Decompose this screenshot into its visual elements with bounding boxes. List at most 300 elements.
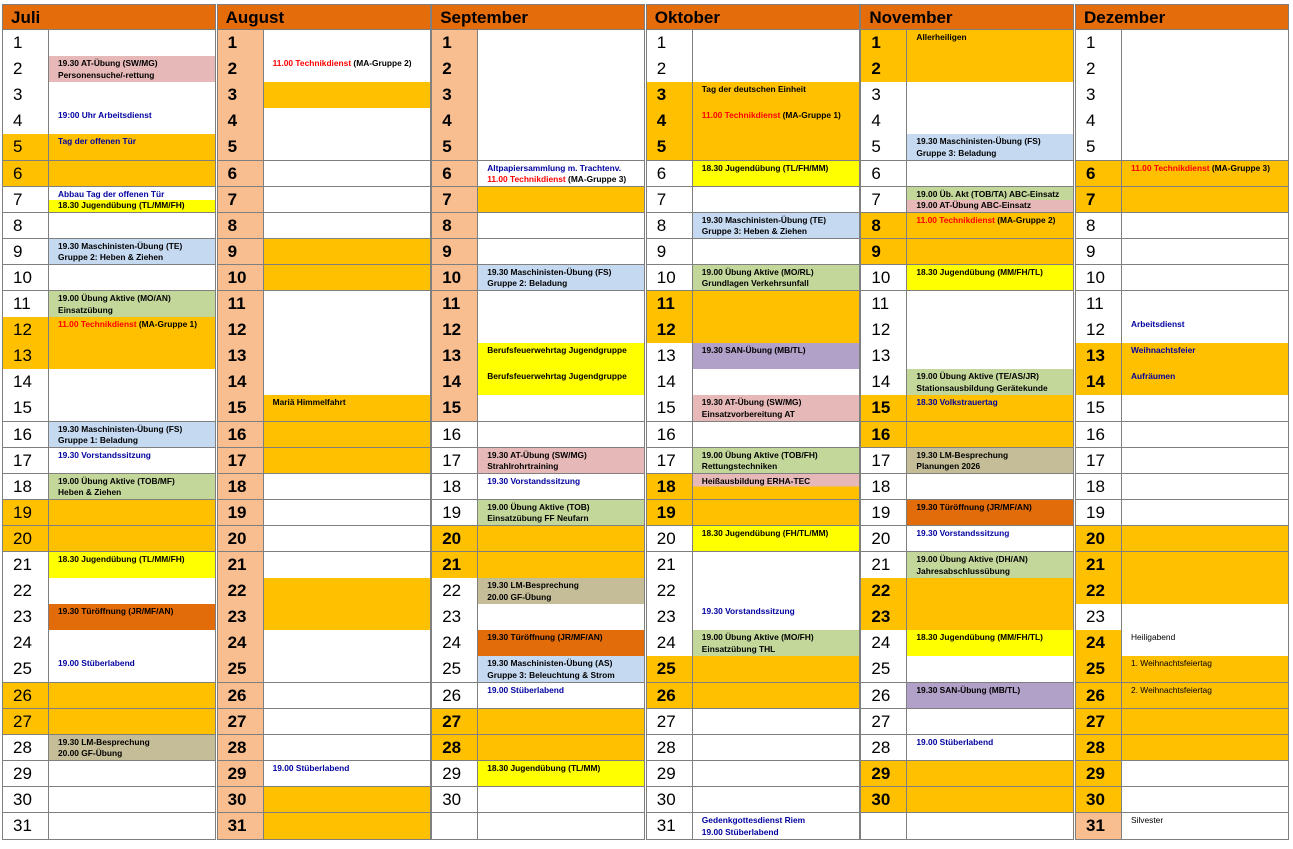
event-text: Planungen 2026 [916,461,981,472]
event-line [916,383,1073,395]
day-number: 10 [218,265,264,291]
event-cell [1122,82,1288,108]
event-line [916,148,1073,160]
year-calendar [2,4,1290,847]
day-row [1075,317,1289,344]
day-number: 4 [3,108,49,134]
day-row [2,265,216,292]
event-line [487,371,644,383]
day-number: 6 [218,161,264,187]
day-number: 24 [3,630,49,656]
day-number: 17 [3,448,49,474]
event-text: (MA-Gruppe 2) [351,58,412,69]
event-text: 19.30 Maschinisten-Übung (TE) [58,240,183,251]
event-cell [478,239,644,265]
event-cell [49,709,215,735]
day-number [861,813,907,839]
day-number: 29 [3,761,49,787]
event-line [702,110,859,122]
day-row [2,709,216,736]
day-row [860,630,1074,657]
month-header: Juli [2,4,216,30]
event-cell [264,317,430,343]
event-cell [1122,709,1288,735]
event-cell [907,422,1073,448]
day-row [431,134,645,161]
event-text: Silvester [1131,815,1164,825]
event-text: (MA-Gruppe 2) [994,214,1056,225]
event-line [487,267,644,279]
event-cell [264,369,430,395]
day-number: 19 [861,500,907,526]
day-row [646,474,860,501]
day-row [1075,448,1289,475]
day-number: 16 [1076,422,1122,448]
event-cell [49,317,215,343]
event-cell [49,787,215,813]
event-text: Mariä Himmelfahrt [272,397,346,408]
event-cell [478,787,644,813]
day-number: 13 [218,343,264,369]
event-cell [693,578,859,604]
event-text: 19.30 Maschinisten-Übung (FS) [487,266,612,277]
day-number: 25 [3,656,49,682]
event-cell [264,82,430,108]
day-number: 21 [3,552,49,578]
day-number: 16 [218,422,264,448]
event-line [702,345,859,357]
event-cell [1122,422,1288,448]
day-row [2,422,216,449]
event-text: Gruppe 3: Beleuchtung & Strom [487,669,615,680]
event-cell [907,500,1073,526]
event-text: Abbau Tag der offenen Tür [58,188,165,199]
day-number: 16 [432,422,478,448]
event-text: 19.30 Maschinisten-Übung (FS) [58,423,183,434]
event-line [487,763,644,775]
event-cell [264,656,430,682]
day-number: 7 [1076,187,1122,213]
event-line [1131,685,1288,697]
day-row [1075,161,1289,188]
event-cell [478,291,644,317]
day-number: 9 [432,239,478,265]
month-column [646,4,860,847]
event-text: Strahlrohrtraining [487,461,559,472]
day-row [217,369,431,396]
day-row [2,448,216,475]
day-row [431,239,645,266]
event-cell [478,552,644,578]
day-number: 31 [1076,813,1122,839]
event-text: Personensuche/-rettung [58,69,155,80]
day-number: 20 [218,526,264,552]
event-line [916,528,1073,540]
event-line [916,502,1073,514]
event-text: 19.30 Maschinisten-Übung (AS) [487,658,613,669]
day-number: 28 [1076,735,1122,761]
day-number: 30 [647,787,693,813]
event-text: 19.00 AT-Übung ABC-Einsatz [916,200,1032,211]
day-row [217,552,431,579]
day-row [860,395,1074,422]
event-line [58,606,215,618]
event-text: Einsatzübung FF Neufarn [487,513,589,524]
day-number: 21 [218,552,264,578]
day-number: 8 [647,213,693,239]
day-row [646,578,860,605]
day-number: 12 [3,317,49,343]
event-cell [907,369,1073,395]
day-number: 23 [1076,604,1122,630]
event-text: Arbeitsdienst [1131,319,1185,330]
event-text: Heben & Ziehen [58,487,122,498]
event-text: 19.30 SAN-Übung (MB/TL) [916,684,1021,695]
day-row [217,30,431,57]
day-row [646,30,860,57]
day-number: 2 [647,56,693,82]
day-row [1075,630,1289,657]
event-cell [49,630,215,656]
day-number: 25 [1076,656,1122,682]
event-cell [478,656,644,682]
event-line [487,513,644,525]
event-cell [478,578,644,604]
event-cell [907,630,1073,656]
event-text: Rettungstechniken [701,461,778,472]
event-cell [1122,630,1288,656]
event-text: 19.00 Übung Aktive (MO/RL) [701,266,814,277]
day-number: 8 [861,213,907,239]
event-text: 11.00 Technikdienst [701,110,781,121]
event-cell [1122,187,1288,213]
day-number: 1 [218,30,264,56]
event-cell [478,474,644,500]
event-cell [907,161,1073,187]
event-text: 19.30 Türöffnung (JR/MF/AN) [487,632,603,643]
day-row [217,395,431,422]
event-line [702,827,859,839]
event-line [702,278,859,290]
day-number: 22 [1076,578,1122,604]
day-row [431,30,645,57]
event-cell [693,787,859,813]
event-cell [907,526,1073,552]
event-text: Berufsfeuerwehrtag Jugendgruppe [487,345,627,356]
day-row [860,317,1074,344]
event-cell [907,474,1073,500]
event-cell [478,108,644,134]
event-line [58,737,215,749]
day-row [2,161,216,188]
day-number: 18 [218,474,264,500]
day-row [2,291,216,318]
day-number: 14 [647,369,693,395]
event-text: 11.00 Technikdienst [916,214,995,225]
day-row [1075,552,1289,579]
event-cell [1122,656,1288,682]
day-row [1075,526,1289,553]
event-text: 19.00 Übung Aktive (TOB/MF) [58,475,175,486]
day-number: 31 [647,813,693,839]
day-row [646,82,860,109]
event-line [1131,815,1288,827]
day-row [431,683,645,710]
event-cell [1122,56,1288,82]
day-row [2,56,216,83]
event-cell [264,422,430,448]
day-row [860,108,1074,135]
day-row [1075,656,1289,683]
day-number: 3 [1076,82,1122,108]
event-line [273,397,430,409]
event-text: 19.30 Vorstandssitzung [58,449,151,460]
day-number: 23 [432,604,478,630]
event-cell [264,108,430,134]
day-row [860,526,1074,553]
day-row [217,291,431,318]
day-row [431,56,645,83]
event-cell [264,448,430,474]
day-number: 28 [861,735,907,761]
day-row [646,656,860,683]
event-cell [478,448,644,474]
event-cell [478,526,644,552]
day-number: 9 [861,239,907,265]
day-row [646,369,860,396]
day-number: 11 [3,291,49,317]
event-line [916,371,1073,383]
event-text: 19.30 Vorstandssitzung [916,527,1010,538]
day-number: 1 [1076,30,1122,56]
day-row [1075,787,1289,814]
event-cell [1122,213,1288,239]
event-text: 18.30 Jugendübung (TL/FH/MM) [701,162,829,173]
day-row [646,761,860,788]
day-number: 1 [3,30,49,56]
event-cell [49,187,215,213]
day-row [217,239,431,266]
day-number: 21 [432,552,478,578]
day-row [860,56,1074,83]
event-text: Gruppe 1: Beladung [58,435,139,445]
event-text: 19.00 Übung Aktive (MO/AN) [58,293,171,303]
event-line [916,136,1073,148]
day-number: 29 [861,761,907,787]
day-row [860,161,1074,188]
day-row [646,709,860,736]
event-cell [478,213,644,239]
event-line [58,241,215,253]
event-cell [693,82,859,108]
event-text: 19.00 Üb. Akt (TOB/TA) ABC-Einsatz [916,188,1060,199]
event-cell [907,448,1073,474]
day-number: 10 [432,265,478,291]
event-line [58,305,215,317]
day-number: 24 [647,630,693,656]
day-row [431,604,645,631]
day-row [1075,134,1289,161]
day-row [217,422,431,449]
day-number: 6 [861,161,907,187]
event-line [58,450,215,462]
day-row [646,395,860,422]
day-number: 29 [647,761,693,787]
day-number: 25 [218,656,264,682]
event-cell [907,604,1073,630]
event-cell [264,134,430,160]
day-number: 9 [3,239,49,265]
day-number: 15 [218,395,264,421]
day-row [2,239,216,266]
day-number: 27 [218,709,264,735]
event-cell [907,761,1073,787]
day-row [1075,265,1289,292]
event-cell [907,134,1073,160]
day-row [217,108,431,135]
day-number: 30 [861,787,907,813]
event-cell [49,291,215,317]
event-line [702,815,859,827]
day-number: 14 [861,369,907,395]
day-number: 27 [432,709,478,735]
event-cell [478,630,644,656]
event-cell [478,134,644,160]
day-number: 18 [647,474,693,500]
event-text: 19.30 Vorstandssitzung [701,606,795,617]
event-cell [1122,683,1288,709]
event-line [58,58,215,70]
event-text: Heiligabend [1131,632,1176,643]
event-cell [693,213,859,239]
day-row [646,239,860,266]
day-number: 17 [432,448,478,474]
day-row [431,578,645,605]
day-number: 7 [432,187,478,213]
day-row [860,761,1074,788]
event-text: Einsatzübung [58,304,113,315]
day-number: 9 [647,239,693,265]
day-number: 22 [861,578,907,604]
event-line [916,737,1073,749]
event-cell [693,500,859,526]
day-number: 18 [1076,474,1122,500]
event-line [273,763,430,775]
day-number: 11 [1076,291,1122,317]
event-cell [49,578,215,604]
day-row [646,187,860,214]
day-row [646,56,860,83]
event-cell [907,395,1073,421]
day-row [2,630,216,657]
day-row [431,369,645,396]
event-cell [264,239,430,265]
day-number: 4 [861,108,907,134]
event-cell [1122,474,1288,500]
day-row [860,500,1074,527]
event-cell [49,656,215,682]
event-cell [264,187,430,213]
event-cell [478,265,644,291]
event-cell [907,187,1073,213]
event-cell [907,656,1073,682]
event-cell [478,161,644,187]
event-line [1131,658,1288,670]
day-number: 16 [647,422,693,448]
day-number: 14 [432,369,478,395]
day-number: 20 [647,526,693,552]
day-number: 14 [3,369,49,395]
day-number: 5 [861,134,907,160]
event-cell [49,213,215,239]
day-number: 16 [861,422,907,448]
event-cell [49,761,215,787]
event-text: 19.30 AT-Übung (SW/MG) [701,397,802,408]
event-cell [478,735,644,761]
event-cell [478,422,644,448]
event-line [916,267,1073,279]
day-number: 4 [218,108,264,134]
event-text: 11.00 Technikdienst [1131,162,1210,173]
day-row [1075,56,1289,83]
day-row [217,317,431,344]
event-line [487,670,644,682]
event-cell [1122,30,1288,56]
day-number: 24 [1076,630,1122,656]
day-row [217,761,431,788]
event-cell [693,656,859,682]
day-number: 25 [432,656,478,682]
event-text: 19.30 LM-Besprechung [487,580,579,591]
event-cell [264,709,430,735]
day-number: 24 [861,630,907,656]
event-cell [49,604,215,630]
day-number: 19 [647,500,693,526]
event-line [487,592,644,604]
event-cell [264,787,430,813]
day-number: 18 [861,474,907,500]
event-text: Gruppe 3: Beladung [916,147,997,158]
event-cell [478,317,644,343]
day-row [860,474,1074,501]
day-row [646,683,860,710]
day-number: 14 [218,369,264,395]
event-line [49,200,215,212]
event-cell [49,735,215,761]
event-cell [49,134,215,160]
event-text: 19.30 Vorstandssitzung [487,475,581,486]
day-number: 6 [1076,161,1122,187]
event-line [1131,345,1288,357]
day-row [2,735,216,762]
event-cell [49,369,215,395]
event-text: 11.00 Technikdienst [272,58,352,69]
event-text: 19.00 Übung Aktive (TE/AS/JR) [916,371,1039,382]
event-cell [49,161,215,187]
event-line [702,528,859,540]
event-text: 19.00 Stüberlabend [701,826,779,837]
day-row [217,474,431,501]
day-number: 20 [1076,526,1122,552]
event-cell [1122,813,1288,839]
event-cell [1122,265,1288,291]
day-row [860,552,1074,579]
event-text: Altpapiersammlung m. Trachtenv. [487,162,622,173]
day-row [2,343,216,370]
day-number: 4 [432,108,478,134]
event-line [916,397,1073,409]
day-row [431,82,645,109]
